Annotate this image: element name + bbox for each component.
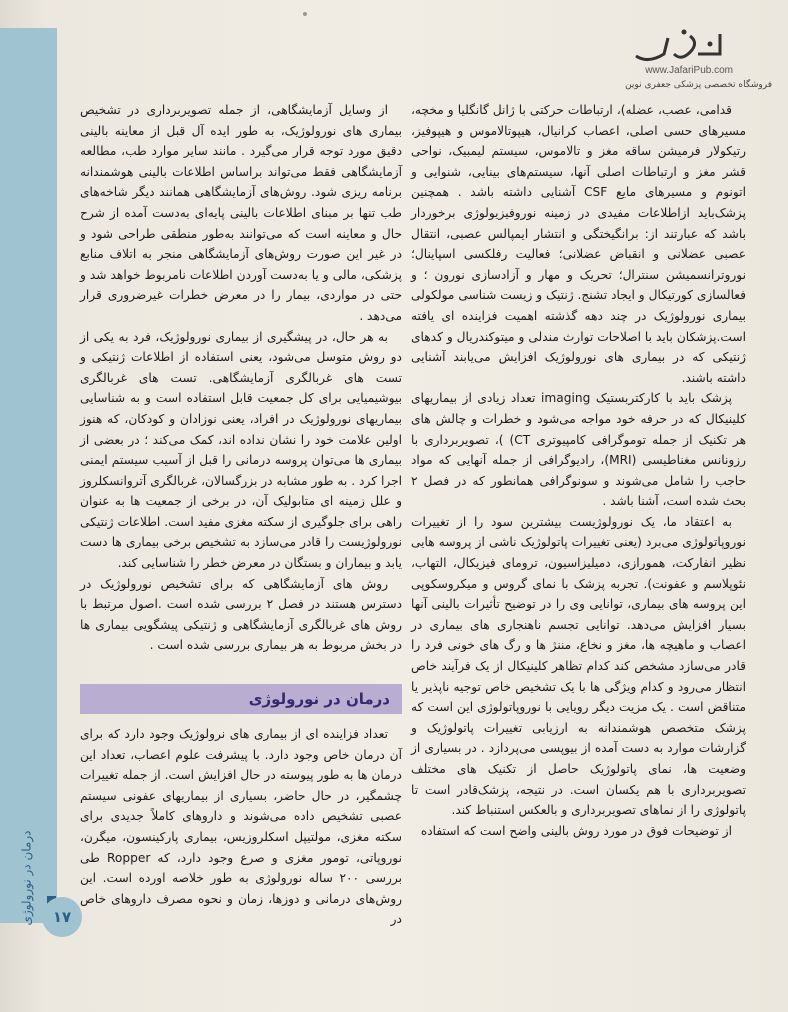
paragraph: به اعتقاد ما، یک نورولوژیست بیشترین سود را از تغییرات نوروپاتولوژی می‌برد (یعنی تغییرات پاتولوژیک ناشی از پروسه هایی نظیر انفارکت، همورازی، دمیلیزاسیون، ترومای فیزیکال، التهاب، نئوپلاسم و عفونت). تجربه پزشک با نمای گروس و میکروسکوپی این پروسه های بیماری، توانایی وی را در توضیح تأثیرات بالینی آنها بسیار افزایش می‌دهد. توانایی تجسم ناهنجاری های بیماری در اعصاب و ماهیچه ها، مغز و نخاع، مننژ ها و رگ های خونی فرد را قادر می‌سازد مشخص کند کدام تظاهر کلینیکال از یک فرآیند خاص انتظار می‌رود و کدام ویژگی ها با یک تشخیص خاص توجیه ناپذیر یا متناقض است . یک مزیت دیگر رویایی با نوروپاتولوژی این است که پزشک متخصص هوشمندانه به ارزیابی تغییرات پاتولوژیک و گزارشات موارد به دست آمده از بیوپسی می‌پردازد . در بسیاری از وضعیت ها، نمای پاتولوژیک حاصل از تکنیک های مختلف تصویربرداری با هم یکسان است. در نتیجه، پزشک‌قادر است تا پاتولوژی را از نماهای تصویربرداری و بالعکس استنباط کند.: [411, 514, 746, 818]
right-column: [411, 100, 746, 841]
paragraph: قدامی، عصب، عضله)، ارتباطات حرکتی با ژانل گانگلیا و مخچه، مسیرهای حسی اصلی، اعصاب کرانیال، هیپوتالاموس و هیپوفیز، رتیکولار فرمیشن ساقه مغز و تالاموس، سیستم لیمبیک، نواحی قشر مغز و ارتباطات اصلی آنها، سیستم‌های بینایی، شنوایی و اتونوم و مسیرهای مایع CSF آشنایی داشته باشد . همچنین پزشک‌باید ازاطلاعات مفیدی در زمینه نوروفیزیولوژی برخوردار باشد که عبارتند از: برانگیختگی و انتشار ایمپالس عصبی، انتقال عصبی عضلانی و انقباض عضلانی؛ فعالیت رفلکسی اسپاینال؛ نوروترانسمیشن سنترال؛ تحریک و مهار و آزادسازی نورون ؛ و فعالسازی کورتیکال و ایجاد تشنج. ژنتیک و زیست شناسی مولکولی بیماری نورولوژیک در چند دهه گذشته اهمیت فزاینده ای یافته است.پزشکان باید با اصلاحات توارث مندلی و میتوکندریال و کدهای ژنتیکی که در بیماری های نورولوژیک افزایش می‌یابند آشنایی داشته باشند.: [411, 103, 746, 385]
paragraph: تعداد فزاینده ای از بیماری های نرولوژیک وجود دارد که برای آن درمان خاص وجود دارد. با پیشرفت علوم اعصاب، تعداد این درمان ها به طور پیوسته در حال افزایش است. از جمله تغییرات چشمگیر، در حال حاضر، بسیاری از بیماریهای عفونی سیستم عصبی تشخیص داده می‌شوند و داروهای کاملاً جدیدی برای سکته مغزی، مولتیپل اسکلروزیس، بیماری پارکینسون، میگرن، نوروپاتی، تومور مغزی و صرع وجود دارد، که Ropper طی بررسی ۲۰۰ ساله نورولوژی به طور خلاصه اورده است. این روش‌های درمانی و دوزها، زمان و نحوه مصرف داروهای خاص در: [80, 727, 402, 927]
page-mark: [303, 12, 307, 16]
section-heading-bar: [80, 684, 402, 714]
paragraph: روش های آزمایشگاهی که برای تشخیص نورولوژیک در دسترس هستند در فصل ۲ بررسی شده است .اصول مرتبط با روش های غربالگری آزمایشگاهی و ژنتیکی پیشگویی بیماری ها در بخش مربوط به هر بیماری بررسی شده است .: [80, 576, 403, 653]
chapter-label: درمان در نورولوژی: [19, 830, 34, 926]
page-number: ۱۷: [42, 897, 82, 937]
paragraph: پزشک باید با کارکتربستیک imaging تعداد زیادی از بیماریهای کلینیکال که در حرفه خود مواجه می‌شود و خطرات و چالش های هر تکنیک از جمله توموگرافی کامپیوتری CT) )، تصویربرداری با رزونانس مغناطیسی (MRI)، رادیوگرافی از جمله آنهایی که مواد حاجب را شامل می‌شوند و سونوگرافی همانطور که در فصل ۲ بحث شده است، آشنا باشد .: [411, 391, 746, 509]
section-title: درمان در نورولوژی: [248, 689, 390, 708]
publisher-caption: فروشگاه تخصصی پزشکی جعفری نوین: [625, 80, 772, 90]
paragraph: از توضیحات فوق در مورد روش بالینی واضح است که استفاده: [420, 823, 732, 838]
paragraph: از وسایل آزمایشگاهی، از جمله تصویربرداری در تشخیص بیماری های نورولوژیک، به طور ایده آل قبل از معاینه بالینی دقیق مورد توجه قرار می‌گیرد . مانند سایر موارد طب، مطالعه آزمایشگاهی فقط می‌تواند براساس اطلاعات بالینی هوشمندانه برنامه ریزی شود. روش‌های آزمایشگاهی همانند دیگر شاخه‌های طب تنها بر مبنای اطلاعات بالینی پایه‌ای به‌دست آمده از شرح حال و معاینه است که می‌توانند به‌طور منطقی طراحی شود و در غیر این صورت روش‌های آزمایشگاهی منجر به اتلاف منابع پزشکی، مالی و یا به‌دست آوردن اطلاعات نامربوط خواهد شد و حتی در مواردی، بیمار را در معرض خطرات غیرضروری قرار می‌دهد .: [80, 103, 402, 323]
left-column: [80, 100, 402, 930]
publisher-url: www.JafariPub.com: [645, 65, 733, 76]
paragraph: به هر حال، در پیشگیری از بیماری نورولوژیک، فرد به یکی از دو روش متوسل می‌شود، یعنی استفاده از اطلاعات ژنتیکی و تست های غربالگری آزمایشگاهی. تست های غربالگری بیوشیمیایی برای کل جمعیت قابل استفاده است و به شناسایی بیماریهای نورولوژیک در افراد، یعنی نوزادان و کودکان، که هنوز اولین علامت خود را نشان نداده اند، کمک می‌کند ؛ در بعضی از بیماری ها می‌توان پروسه درمانی را قبل از آسیب سیستم ایمنی اجرا کرد . به طور مشابه در بزرگسالان، غربالگری آتروانسکلروز و علل زمینه ای متابولیک آن، در برخی از جمعیت ها به عنوان راهی برای جلوگیری از سکته مغزی مفید است. اطلاعات ژنتیکی نورولوژیست را قادر می‌سازد به تشخیص برخی بیماری ها دست یابد و بیماران و بستگان در معرض خطر را شناسایی کند.: [80, 329, 402, 571]
chapter-sidebar: [0, 28, 57, 926]
